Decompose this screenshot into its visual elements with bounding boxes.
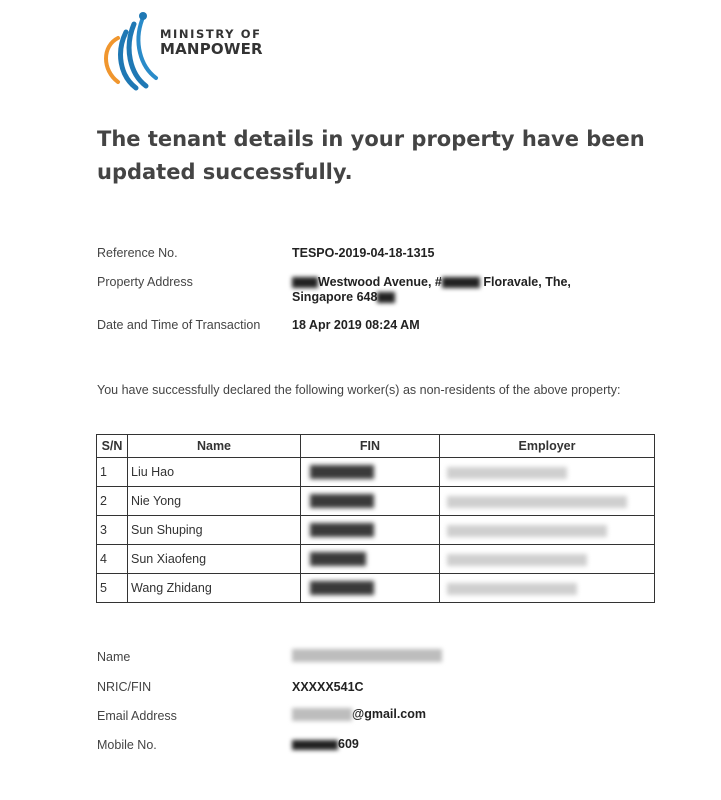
redaction-block bbox=[310, 494, 374, 508]
cell-fin bbox=[301, 516, 440, 545]
redaction-block bbox=[292, 740, 338, 750]
redaction-block bbox=[447, 554, 587, 566]
logo-dot bbox=[139, 12, 147, 20]
header-fin: FIN bbox=[301, 435, 440, 458]
redaction-block bbox=[377, 292, 395, 303]
table-header-row bbox=[97, 435, 655, 458]
table-row bbox=[97, 487, 655, 516]
redaction-block bbox=[447, 496, 627, 508]
cell-employer bbox=[440, 545, 655, 574]
table-row bbox=[97, 574, 655, 603]
logo-orange-arc bbox=[106, 38, 118, 82]
redaction-block bbox=[310, 465, 374, 479]
address-value bbox=[292, 275, 652, 305]
redaction-block bbox=[442, 277, 480, 288]
nric-value: XXXXX541C bbox=[292, 680, 364, 694]
brand-name bbox=[160, 28, 263, 58]
cell-fin bbox=[301, 574, 440, 603]
redaction-block bbox=[447, 467, 567, 479]
redaction-block bbox=[310, 523, 374, 537]
nric-label: NRIC/FIN bbox=[97, 680, 152, 694]
mobile-label: Mobile No. bbox=[97, 738, 157, 752]
cell-employer bbox=[440, 574, 655, 603]
workers-table bbox=[96, 434, 655, 603]
cell-name: Nie Yong bbox=[128, 487, 301, 516]
intro-text: You have successfully declared the following worker(s) as non-residents of the above property: bbox=[97, 383, 621, 397]
cell-name: Sun Shuping bbox=[128, 516, 301, 545]
table-row bbox=[97, 516, 655, 545]
cell-employer bbox=[440, 516, 655, 545]
redaction-block bbox=[447, 525, 607, 537]
cell-sn: 5 bbox=[97, 574, 128, 603]
address-part-3: Singapore 648 bbox=[292, 290, 378, 304]
applicant-name-value bbox=[292, 648, 442, 662]
header-employer: Employer bbox=[440, 435, 655, 458]
brand-line-1: MINISTRY OF bbox=[160, 27, 262, 41]
redaction-block bbox=[292, 277, 318, 288]
cell-sn: 4 bbox=[97, 545, 128, 574]
cell-name: Liu Hao bbox=[128, 458, 301, 487]
reference-label: Reference No. bbox=[97, 246, 178, 260]
redaction-block bbox=[447, 583, 577, 595]
cell-sn: 1 bbox=[97, 458, 128, 487]
email-domain: @gmail.com bbox=[352, 707, 427, 721]
redaction-block bbox=[292, 649, 442, 662]
table-row bbox=[97, 458, 655, 487]
applicant-name-label: Name bbox=[97, 650, 131, 664]
redaction-block bbox=[310, 581, 374, 595]
email-value bbox=[292, 707, 426, 721]
mobile-digits: 609 bbox=[338, 737, 359, 751]
email-label: Email Address bbox=[97, 709, 177, 723]
mobile-value bbox=[292, 737, 359, 751]
logo-blue-stroke-3 bbox=[138, 20, 156, 78]
page-title: The tenant details in your property have been updated successfully. bbox=[97, 127, 645, 184]
address-part-1: Westwood Avenue, # bbox=[318, 275, 442, 289]
address-label: Property Address bbox=[97, 275, 193, 289]
cell-name: Wang Zhidang bbox=[128, 574, 301, 603]
address-part-2: Floravale, The, bbox=[483, 275, 571, 289]
reference-value: TESPO-2019-04-18-1315 bbox=[292, 246, 435, 260]
cell-fin bbox=[301, 545, 440, 574]
cell-sn: 3 bbox=[97, 516, 128, 545]
header-sn: S/N bbox=[97, 435, 128, 458]
datetime-value: 18 Apr 2019 08:24 AM bbox=[292, 318, 420, 332]
table-row bbox=[97, 545, 655, 574]
cell-sn: 2 bbox=[97, 487, 128, 516]
cell-fin bbox=[301, 458, 440, 487]
cell-fin bbox=[301, 487, 440, 516]
cell-name: Sun Xiaofeng bbox=[128, 545, 301, 574]
redaction-block bbox=[292, 708, 352, 721]
header-name: Name bbox=[128, 435, 301, 458]
cell-employer bbox=[440, 487, 655, 516]
brand-line-2: MANPOWER bbox=[160, 40, 263, 59]
cell-employer bbox=[440, 458, 655, 487]
datetime-label: Date and Time of Transaction bbox=[97, 318, 261, 332]
redaction-block bbox=[310, 552, 366, 566]
